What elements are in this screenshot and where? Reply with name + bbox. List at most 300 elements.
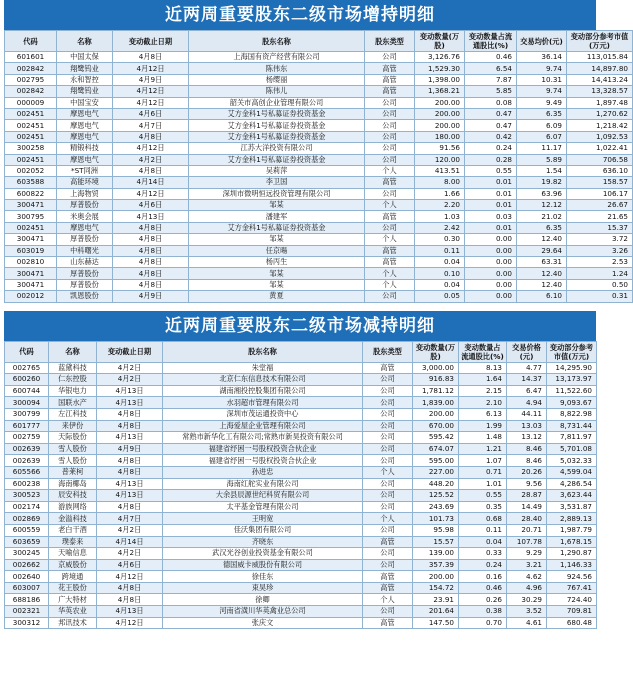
cell-code: 300799 <box>5 408 49 420</box>
cell-holder: 黄夏 <box>189 291 365 302</box>
cell-price: 3.21 <box>507 559 547 571</box>
cell-holder-type: 公司 <box>363 524 413 536</box>
cell-market-value: 7,811.97 <box>547 432 597 444</box>
cell-change-ratio: 0.03 <box>465 211 517 222</box>
cell-name: 摩恩电气 <box>57 154 113 165</box>
cell-change-shares: 243.69 <box>413 501 459 513</box>
cell-price: 12.12 <box>517 200 567 211</box>
table-row <box>5 279 633 290</box>
cell-holder: 李卫国 <box>189 177 365 188</box>
cell-market-value: 1.24 <box>567 268 633 279</box>
cell-holder: 艾方金科1号私募证券投资基金 <box>189 222 365 233</box>
cell-change-shares: 8.00 <box>415 177 465 188</box>
cell-date: 4月6日 <box>113 108 189 119</box>
section-gap <box>4 303 596 311</box>
cell-date: 4月8日 <box>113 234 189 245</box>
increase-table <box>4 30 633 303</box>
cell-date: 4月8日 <box>113 52 189 63</box>
cell-change-ratio: 1.99 <box>459 420 507 432</box>
cell-holder: 邹某 <box>189 200 365 211</box>
cell-change-ratio: 2.15 <box>459 385 507 397</box>
cell-change-shares: 448.20 <box>413 478 459 490</box>
cell-change-ratio: 6.13 <box>459 408 507 420</box>
cell-code: 002810 <box>5 257 57 268</box>
cell-date: 4月9日 <box>113 74 189 85</box>
increase-body <box>5 52 633 303</box>
increase-title: 近两周重要股东二级市场增持明细 <box>4 0 596 30</box>
cell-holder: 大余县辰源世纪科贸有限公司 <box>163 490 363 502</box>
cell-market-value: 1,987.79 <box>547 524 597 536</box>
cell-change-ratio: 0.24 <box>465 143 517 154</box>
cell-name: 摩恩电气 <box>57 108 113 119</box>
cell-name: 华银电力 <box>49 385 97 397</box>
cell-date: 4月6日 <box>97 559 163 571</box>
cell-holder-type: 个人 <box>365 234 415 245</box>
cell-price: 36.14 <box>517 52 567 63</box>
cell-change-ratio: 1.64 <box>459 374 507 386</box>
cell-date: 4月13日 <box>97 397 163 409</box>
cell-change-ratio: 7.87 <box>465 74 517 85</box>
cell-change-ratio: 0.26 <box>459 594 507 606</box>
table-row <box>5 74 633 85</box>
cell-price: 20.26 <box>507 466 547 478</box>
cell-change-shares: 0.05 <box>415 291 465 302</box>
cell-market-value: 1,290.87 <box>547 548 597 560</box>
cell-market-value: 21.65 <box>567 211 633 222</box>
cell-code: 002052 <box>5 165 57 176</box>
cell-holder-type: 公司 <box>365 131 415 142</box>
cell-change-ratio: 0.24 <box>459 559 507 571</box>
cell-change-shares: 1.03 <box>415 211 465 222</box>
cell-holder: 陈伟东 <box>189 63 365 74</box>
cell-name: 上海物贸 <box>57 188 113 199</box>
cell-name: 跨境通 <box>49 571 97 583</box>
cell-name: 仁东控股 <box>49 374 97 386</box>
cell-holder: 福建省纾困一号股权投资合伙企业 <box>163 455 363 467</box>
cell-holder: 佳沃集团有限公司 <box>163 524 363 536</box>
cell-code: 300795 <box>5 211 57 222</box>
cell-market-value: 1,897.48 <box>567 97 633 108</box>
cell-change-shares: 0.04 <box>415 279 465 290</box>
cell-change-ratio: 0.01 <box>465 200 517 211</box>
cell-date: 4月12日 <box>113 86 189 97</box>
cell-holder-type: 公司 <box>363 374 413 386</box>
cell-change-shares: 227.00 <box>413 466 459 478</box>
cell-price: 9.56 <box>507 478 547 490</box>
cell-name: 摩恩电气 <box>57 222 113 233</box>
cell-name: 邦讯技术 <box>49 617 97 629</box>
cell-price: 4.96 <box>507 582 547 594</box>
cell-price: 6.35 <box>517 222 567 233</box>
cell-holder-type: 公司 <box>365 222 415 233</box>
cell-date: 4月8日 <box>113 279 189 290</box>
table-row <box>5 408 597 420</box>
cell-change-ratio: 0.70 <box>459 617 507 629</box>
header-date: 变动截止日期 <box>113 31 189 52</box>
cell-code: 603588 <box>5 177 57 188</box>
table-row <box>5 86 633 97</box>
cell-price: 6.10 <box>517 291 567 302</box>
table-row <box>5 97 633 108</box>
cell-market-value: 5,032.33 <box>547 455 597 467</box>
table-row <box>5 188 633 199</box>
cell-change-ratio: 0.47 <box>465 120 517 131</box>
cell-date: 4月14日 <box>97 536 163 548</box>
cell-change-shares: 101.73 <box>413 513 459 525</box>
cell-change-shares: 0.11 <box>415 245 465 256</box>
decrease-body <box>5 362 597 629</box>
cell-price: 21.02 <box>517 211 567 222</box>
cell-name: 中国宝安 <box>57 97 113 108</box>
cell-change-ratio: 0.47 <box>465 108 517 119</box>
cell-name: 山东赫达 <box>57 257 113 268</box>
cell-name: 厚普股份 <box>57 200 113 211</box>
cell-price: 6.47 <box>507 385 547 397</box>
cell-market-value: 680.48 <box>547 617 597 629</box>
cell-market-value: 14,897.80 <box>567 63 633 74</box>
cell-change-ratio: 0.01 <box>465 188 517 199</box>
table-row <box>5 374 597 386</box>
cell-date: 4月12日 <box>113 63 189 74</box>
cell-code: 002640 <box>5 571 49 583</box>
cell-change-shares: 595.42 <box>413 432 459 444</box>
cell-holder-type: 高管 <box>365 86 415 97</box>
cell-holder: 束昊珍 <box>163 582 363 594</box>
cell-holder-type: 高管 <box>365 257 415 268</box>
cell-market-value: 3.72 <box>567 234 633 245</box>
cell-date: 4月9日 <box>97 443 163 455</box>
cell-change-shares: 147.50 <box>413 617 459 629</box>
cell-price: 4.77 <box>507 362 547 374</box>
cell-name: 游族网络 <box>49 501 97 513</box>
decrease-header-row <box>5 341 597 362</box>
cell-market-value: 1,270.62 <box>567 108 633 119</box>
table-row <box>5 291 633 302</box>
cell-date: 4月8日 <box>113 257 189 268</box>
cell-date: 4月8日 <box>97 501 163 513</box>
cell-market-value: 1,218.42 <box>567 120 633 131</box>
cell-holder: 潘建军 <box>189 211 365 222</box>
cell-holder-type: 公司 <box>365 188 415 199</box>
cell-holder: 常熟市新华化工有限公司;常熟市新昊投资有限公司 <box>163 432 363 444</box>
cell-change-shares: 2.20 <box>415 200 465 211</box>
cell-change-shares: 91.56 <box>415 143 465 154</box>
decrease-title: 近两周重要股东二级市场减持明细 <box>4 311 596 341</box>
table-row <box>5 52 633 63</box>
cell-holder: 齐晓东 <box>163 536 363 548</box>
cell-change-shares: 200.00 <box>415 120 465 131</box>
cell-name: 老白干酒 <box>49 524 97 536</box>
cell-change-shares: 139.00 <box>413 548 459 560</box>
cell-holder: 太平基金管理有限公司 <box>163 501 363 513</box>
cell-holder: 水羽超市管理有限公司 <box>163 397 363 409</box>
cell-price: 12.40 <box>517 268 567 279</box>
cell-code: 002842 <box>5 63 57 74</box>
table-row <box>5 571 597 583</box>
cell-name: 普莱柯 <box>49 466 97 478</box>
header-holder: 股东名称 <box>189 31 365 52</box>
table-row <box>5 536 597 548</box>
cell-holder-type: 高管 <box>365 74 415 85</box>
cell-price: 10.31 <box>517 74 567 85</box>
cell-holder: 湖南湘投控股集团有限公司 <box>163 385 363 397</box>
cell-holder: 江苏大洋投资有限公司 <box>189 143 365 154</box>
cell-market-value: 13,328.57 <box>567 86 633 97</box>
cell-change-ratio: 1.21 <box>459 443 507 455</box>
table-row <box>5 501 597 513</box>
cell-date: 4月8日 <box>113 165 189 176</box>
cell-change-ratio: 6.54 <box>465 63 517 74</box>
cell-code: 300471 <box>5 200 57 211</box>
cell-price: 9.49 <box>517 97 567 108</box>
cell-market-value: 13,173.97 <box>547 374 597 386</box>
cell-change-ratio: 0.38 <box>459 606 507 618</box>
table-row <box>5 143 633 154</box>
cell-holder: 深圳市微明恒远投资管理有限公司 <box>189 188 365 199</box>
cell-name: 来伊份 <box>49 420 97 432</box>
cell-change-ratio: 0.42 <box>465 131 517 142</box>
cell-holder-type: 高管 <box>365 177 415 188</box>
cell-market-value: 709.81 <box>547 606 597 618</box>
cell-price: 4.62 <box>507 571 547 583</box>
cell-code: 600238 <box>5 478 49 490</box>
cell-code: 002639 <box>5 443 49 455</box>
cell-price: 11.17 <box>517 143 567 154</box>
cell-date: 4月8日 <box>97 455 163 467</box>
cell-price: 14.37 <box>507 374 547 386</box>
cell-code: 603019 <box>5 245 57 256</box>
cell-date: 4月7日 <box>97 513 163 525</box>
cell-change-shares: 413.51 <box>415 165 465 176</box>
cell-price: 4.94 <box>507 397 547 409</box>
cell-price: 13.12 <box>507 432 547 444</box>
table-row <box>5 234 633 245</box>
cell-holder-type: 个人 <box>363 594 413 606</box>
cell-holder-type: 公司 <box>365 120 415 131</box>
cell-name: 璞泰来 <box>49 536 97 548</box>
cell-change-shares: 120.00 <box>415 154 465 165</box>
cell-holder-type: 个人 <box>365 165 415 176</box>
cell-holder-type: 公司 <box>363 397 413 409</box>
cell-name: *ST同洲 <box>57 165 113 176</box>
cell-price: 44.11 <box>507 408 547 420</box>
cell-code: 002795 <box>5 74 57 85</box>
cell-holder: 艾方金科1号私募证券投资基金 <box>189 154 365 165</box>
cell-date: 4月8日 <box>113 131 189 142</box>
cell-price: 8.46 <box>507 443 547 455</box>
cell-name: 翔鹭钨业 <box>57 63 113 74</box>
header-holder-type: 股东类型 <box>365 31 415 52</box>
cell-holder-type: 高管 <box>363 571 413 583</box>
table-row <box>5 222 633 233</box>
cell-name: 天际股份 <box>49 432 97 444</box>
cell-code: 688186 <box>5 594 49 606</box>
cell-code: 002451 <box>5 131 57 142</box>
cell-code: 002012 <box>5 291 57 302</box>
cell-name: 厚普股份 <box>57 268 113 279</box>
cell-name: 中国太保 <box>57 52 113 63</box>
cell-change-shares: 3,000.00 <box>413 362 459 374</box>
cell-price: 6.07 <box>517 131 567 142</box>
cell-change-shares: 200.00 <box>415 108 465 119</box>
cell-name: 天喻信息 <box>49 548 97 560</box>
cell-name: 中科曙光 <box>57 245 113 256</box>
cell-market-value: 0.50 <box>567 279 633 290</box>
cell-holder-type: 公司 <box>363 478 413 490</box>
cell-change-ratio: 0.00 <box>465 257 517 268</box>
cell-holder-type: 公司 <box>363 559 413 571</box>
cell-name: 厚普股份 <box>57 234 113 245</box>
table-row <box>5 617 597 629</box>
cell-holder-type: 公司 <box>363 548 413 560</box>
cell-holder-type: 公司 <box>363 385 413 397</box>
cell-name: 翔鹭钨业 <box>57 86 113 97</box>
cell-market-value: 1,022.41 <box>567 143 633 154</box>
cell-code: 002759 <box>5 432 49 444</box>
cell-holder-type: 公司 <box>363 455 413 467</box>
cell-code: 600744 <box>5 385 49 397</box>
cell-date: 4月2日 <box>97 362 163 374</box>
cell-price: 12.40 <box>517 279 567 290</box>
cell-market-value: 2,889.13 <box>547 513 597 525</box>
cell-holder-type: 公司 <box>363 490 413 502</box>
cell-change-shares: 0.04 <box>415 257 465 268</box>
cell-holder: 徐卿 <box>163 594 363 606</box>
cell-date: 4月8日 <box>113 268 189 279</box>
cell-name: 金溢科技 <box>49 513 97 525</box>
cell-date: 4月2日 <box>97 524 163 536</box>
cell-holder-type: 公司 <box>365 97 415 108</box>
cell-holder-type: 高管 <box>363 617 413 629</box>
cell-code: 300471 <box>5 279 57 290</box>
table-row <box>5 165 633 176</box>
cell-name: 摩恩电气 <box>57 120 113 131</box>
cell-holder-type: 公司 <box>365 52 415 63</box>
header-holder: 股东名称 <box>163 341 363 362</box>
cell-market-value: 3.26 <box>567 245 633 256</box>
header-name: 名称 <box>57 31 113 52</box>
header-date: 变动截止日期 <box>97 341 163 362</box>
cell-date: 4月13日 <box>97 490 163 502</box>
cell-holder-type: 公司 <box>365 108 415 119</box>
cell-date: 4月6日 <box>113 200 189 211</box>
cell-date: 4月8日 <box>97 466 163 478</box>
cell-name: 广大特材 <box>49 594 97 606</box>
table-row <box>5 582 597 594</box>
cell-code: 300258 <box>5 143 57 154</box>
cell-date: 4月12日 <box>97 571 163 583</box>
cell-change-ratio: 0.00 <box>465 268 517 279</box>
cell-change-shares: 201.64 <box>413 606 459 618</box>
header-price: 交易价格(元) <box>507 341 547 362</box>
cell-date: 4月8日 <box>97 582 163 594</box>
cell-holder-type: 公司 <box>365 143 415 154</box>
cell-holder-type: 公司 <box>363 408 413 420</box>
cell-code: 300471 <box>5 268 57 279</box>
cell-market-value: 4,599.04 <box>547 466 597 478</box>
cell-price: 29.64 <box>517 245 567 256</box>
cell-holder: 任京暘 <box>189 245 365 256</box>
cell-price: 9.74 <box>517 86 567 97</box>
cell-price: 9.29 <box>507 548 547 560</box>
cell-change-shares: 15.57 <box>413 536 459 548</box>
cell-price: 9.74 <box>517 63 567 74</box>
cell-market-value: 14,295.90 <box>547 362 597 374</box>
cell-holder-type: 公司 <box>363 443 413 455</box>
cell-price: 5.89 <box>517 154 567 165</box>
cell-price: 28.87 <box>507 490 547 502</box>
cell-price: 13.03 <box>507 420 547 432</box>
cell-holder-type: 高管 <box>365 211 415 222</box>
table-row <box>5 257 633 268</box>
cell-date: 4月13日 <box>97 606 163 618</box>
cell-change-shares: 95.98 <box>413 524 459 536</box>
cell-code: 300245 <box>5 548 49 560</box>
cell-holder-type: 公司 <box>363 432 413 444</box>
cell-code: 002869 <box>5 513 49 525</box>
cell-code: 002451 <box>5 222 57 233</box>
cell-date: 4月12日 <box>97 617 163 629</box>
table-row <box>5 443 597 455</box>
cell-change-shares: 1,839.00 <box>413 397 459 409</box>
cell-date: 4月12日 <box>113 188 189 199</box>
cell-name: 精锻科技 <box>57 143 113 154</box>
table-row <box>5 63 633 74</box>
cell-name: 华英农业 <box>49 606 97 618</box>
cell-holder-type: 个人 <box>363 466 413 478</box>
table-row <box>5 211 633 222</box>
cell-holder: 杨丙生 <box>189 257 365 268</box>
cell-market-value: 8,731.44 <box>547 420 597 432</box>
cell-change-shares: 0.10 <box>415 268 465 279</box>
cell-name: 雪人股份 <box>49 443 97 455</box>
cell-date: 4月2日 <box>113 154 189 165</box>
cell-holder: 邹某 <box>189 268 365 279</box>
cell-date: 4月12日 <box>113 143 189 154</box>
cell-change-shares: 200.00 <box>415 97 465 108</box>
cell-change-shares: 0.30 <box>415 234 465 245</box>
cell-change-ratio: 8.13 <box>459 362 507 374</box>
cell-change-shares: 1,368.21 <box>415 86 465 97</box>
cell-change-ratio: 0.00 <box>465 291 517 302</box>
cell-name: 摩恩电气 <box>57 131 113 142</box>
cell-change-shares: 1.66 <box>415 188 465 199</box>
cell-holder: 上海爱屋企业管理有限公司 <box>163 420 363 432</box>
table-row <box>5 524 597 536</box>
cell-price: 1.54 <box>517 165 567 176</box>
cell-date: 4月13日 <box>97 432 163 444</box>
cell-code: 002174 <box>5 501 49 513</box>
table-row <box>5 385 597 397</box>
cell-change-shares: 180.00 <box>415 131 465 142</box>
cell-change-ratio: 0.55 <box>459 490 507 502</box>
table-row <box>5 108 633 119</box>
cell-change-shares: 1,781.12 <box>413 385 459 397</box>
cell-change-ratio: 0.01 <box>465 222 517 233</box>
cell-date: 4月13日 <box>113 211 189 222</box>
cell-name: 雪人股份 <box>49 455 97 467</box>
cell-price: 3.52 <box>507 606 547 618</box>
cell-change-ratio: 0.71 <box>459 466 507 478</box>
cell-price: 12.40 <box>517 234 567 245</box>
cell-holder-type: 个人 <box>363 513 413 525</box>
cell-holder: 孙进忠 <box>163 466 363 478</box>
cell-change-ratio: 0.00 <box>465 234 517 245</box>
cell-holder-type: 个人 <box>365 279 415 290</box>
cell-holder: 河南省潢川华英禽业总公司 <box>163 606 363 618</box>
cell-date: 4月14日 <box>113 177 189 188</box>
cell-change-shares: 200.00 <box>413 408 459 420</box>
